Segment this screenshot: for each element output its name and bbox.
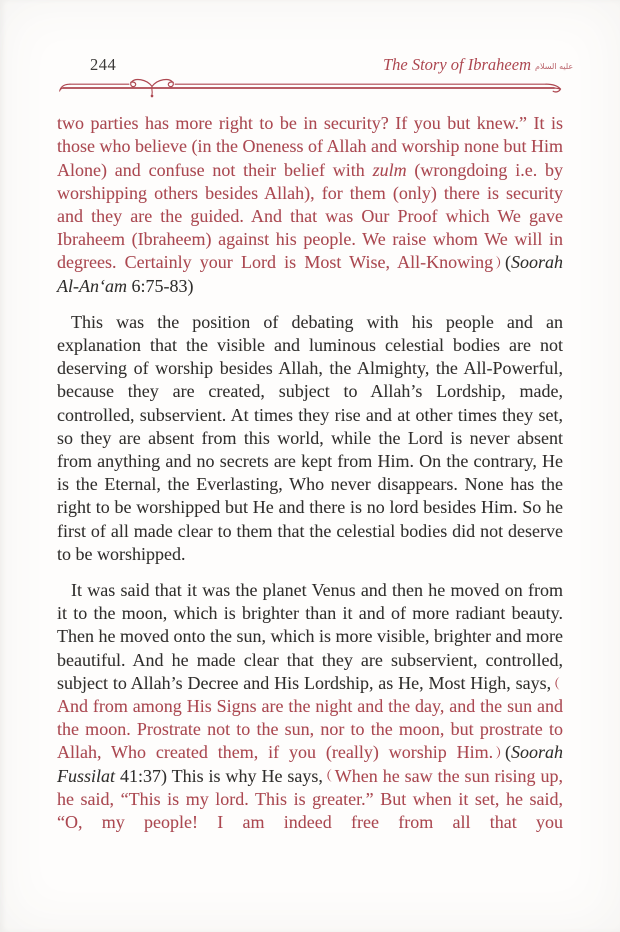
body-run: 6:75-83) [126,275,194,296]
arabic-term: zulm [372,159,407,180]
page-number: 244 [90,55,117,74]
quran-translation-text: (wrongdoing i.e. by worshipping others besides Allah), for them (only) there is security and they are the guided. And that was Our Proof which We gave Ibraheem (Ibraheem) against his people. We raise whom We will in degrees. Certainly your Lord is Most Wise, All-Knowing [57,159,563,273]
body-text [57,112,563,834]
soorah-reference: Soorah Fussilat [57,742,563,786]
body-run: This was the position of debating with his people and an explanation that the visible and luminous celestial bodies are not deserving of worship besides Allah, the Almighty, the All-Powerful, because they are created, subject to Allah’s Lordship, made, controlled, subservient. At times they rise and at other times they set, so they are absent from this world, while the Lord is never absent from anything and no secrets are kept from Him. On the contrary, He is the Eternal, the Everlasting, Who never disappears. None has the right to be worshipped but He and there is no lord besides Him. So he first of all made clear to them that the celestial bodies did not deserve to be worshipped. [57,311,563,564]
body-run: It was said that it was the planet Venus and then he moved on from it to the moon, which is brighter than it and of more radiant beauty. Then he moved onto the sun, which is more visible, brighter and more beautiful. And he made clear that they are subservient, controlled, subject to Allah’s Decree and His Lordship, as He, Most High, says, [57,580,563,693]
honorific-alayhis-salam: عليه السلام [535,62,574,71]
paragraph-1 [57,112,563,298]
quran-translation-text: And from among His Signs are the night and the day, and the sun and the moon. Prostrate not to the sun, nor to the moon, but prostrate to Allah, Who created them, if you (really) worship Him. [57,696,563,763]
decorative-divider [57,77,563,99]
soorah-reference: Soorah Al-An‘am [57,252,563,296]
page-header [57,55,574,74]
quran-bracket-close-icon [493,252,505,272]
quran-bracket-open-icon [551,673,563,693]
quran-translation-text: When he saw the sun rising up, he said, “This is my lord. This is greater.” But when it set, he said, “O, my people! I am indeed free from all that you [57,765,563,833]
running-title [382,55,574,74]
body-run: ( [504,742,511,763]
divider-ornament-icon [57,77,563,99]
paragraph-2 [57,311,563,566]
body-run: ( [504,252,511,273]
body-run: 41:37) This is why He says, [115,765,323,786]
quran-bracket-open-icon [323,766,335,786]
running-title-text: The Story of Ibraheem [382,55,531,74]
quran-bracket-close-icon [493,742,505,762]
quran-translation-text: two parties has more right to be in security? If you but knew.” It is those who believe (in the Oneness of Allah and worship none but Him Alone) and confuse not their belief with [57,113,563,180]
paragraph-3 [57,579,563,834]
